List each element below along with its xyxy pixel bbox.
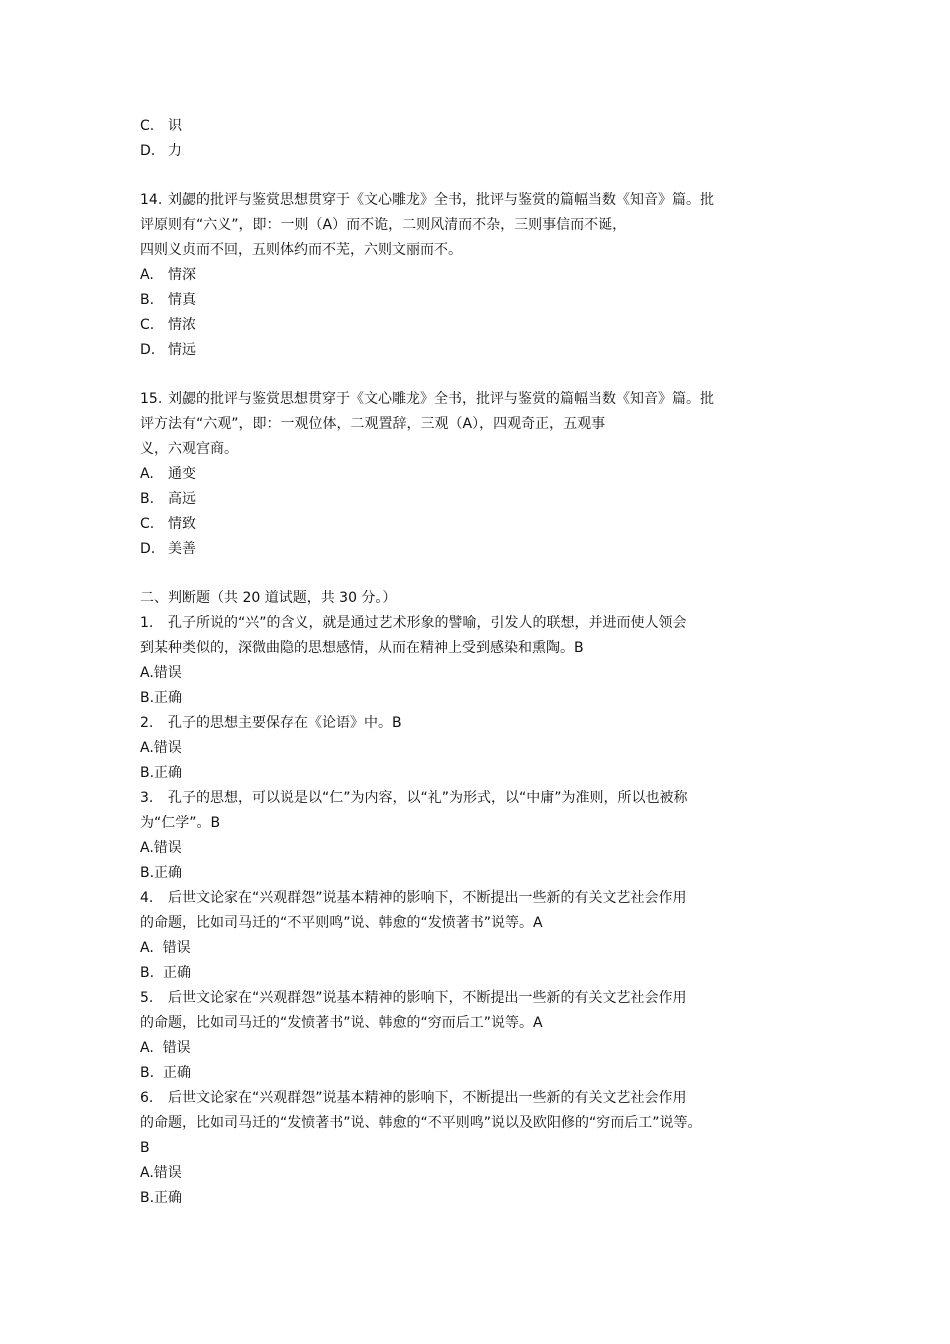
option-b: B.正确: [140, 690, 183, 706]
judgment-item-6-line: 的命题，比如司马迁的“发愤著书”说、韩愈的“不平则鸣”说以及欧阳修的“穷而后工”说等。: [140, 1115, 702, 1131]
option-b: B.正确: [140, 1190, 183, 1206]
option-b: B. 正确: [140, 1065, 191, 1081]
document-page: [140, 114, 840, 1211]
judgment-item-4-line: 的命题，比如司马迁的“不平则鸣”说、韩愈的“发愤著书”说等。A: [140, 915, 543, 931]
judgment-item-6-line: B: [140, 1140, 150, 1156]
option-d: D. 美善: [140, 541, 196, 557]
option-d: D. 情远: [140, 342, 196, 358]
question-14-stem: 14. 刘勰的批评与鉴赏思想贯穿于《文心雕龙》全书，批评与鉴赏的篇幅当数《知音》篇。批: [140, 192, 714, 208]
question-15-stem-line: 评方法有“六观”，即：一观位体，二观置辞，三观（A），四观奇正，五观事: [140, 416, 606, 432]
section-heading: 二、判断题（共 20 道试题，共 30 分。）: [140, 590, 397, 606]
judgment-item-3-line: 为“仁学”。B: [140, 815, 221, 831]
option-b: B. 正确: [140, 965, 191, 981]
option-b: B.正确: [140, 765, 183, 781]
question-15-stem: 15. 刘勰的批评与鉴赏思想贯穿于《文心雕龙》全书，批评与鉴赏的篇幅当数《知音》篇。批: [140, 391, 714, 407]
judgment-item-1: 1. 孔子所说的“兴”的含义，就是通过艺术形象的譬喻，引发人的联想，并进而使人领会: [140, 615, 687, 631]
option-a: A.错误: [140, 740, 182, 756]
option-b: B. 情真: [140, 292, 196, 308]
question-14-stem-line: 四则义贞而不回，五则体约而不芜，六则文丽而不。: [140, 242, 462, 258]
option-d: D. 力: [140, 143, 182, 159]
option-b: B.正确: [140, 865, 183, 881]
judgment-item-5-line: 的命题，比如司马迁的“发愤著书”说、韩愈的“穷而后工”说等。A: [140, 1015, 543, 1031]
option-a: A. 错误: [140, 940, 191, 956]
judgment-item-5: 5. 后世文论家在“兴观群怨”说基本精神的影响下，不断提出一些新的有关文艺社会作用: [140, 990, 687, 1006]
option-a: A.错误: [140, 840, 182, 856]
judgment-item-4: 4. 后世文论家在“兴观群怨”说基本精神的影响下，不断提出一些新的有关文艺社会作用: [140, 890, 687, 906]
judgment-item-1-line: 到某种类似的，深微曲隐的思想感情，从而在精神上受到感染和熏陶。B: [140, 640, 584, 656]
option-a: A.错误: [140, 665, 182, 681]
option-c: C. 识: [140, 118, 182, 134]
judgment-item-6: 6. 后世文论家在“兴观群怨”说基本精神的影响下，不断提出一些新的有关文艺社会作用: [140, 1090, 687, 1106]
option-a: A. 通变: [140, 466, 196, 482]
question-14-stem-line: 评原则有“六义”，即：一则（A）而不诡，二则风清而不杂，三则事信而不诞，: [140, 217, 627, 233]
option-a: A. 错误: [140, 1040, 191, 1056]
option-a: A. 情深: [140, 267, 196, 283]
option-c: C. 情致: [140, 516, 196, 532]
option-b: B. 高远: [140, 491, 196, 507]
option-a: A.错误: [140, 1165, 182, 1181]
question-15-stem-line: 义，六观宫商。: [140, 441, 238, 457]
judgment-item-3: 3. 孔子的思想，可以说是以“仁”为内容，以“礼”为形式，以“中庸”为准则，所以也被称: [140, 790, 688, 806]
option-c: C. 情浓: [140, 317, 196, 333]
judgment-item-2: 2. 孔子的思想主要保存在《论语》中。B: [140, 715, 402, 731]
